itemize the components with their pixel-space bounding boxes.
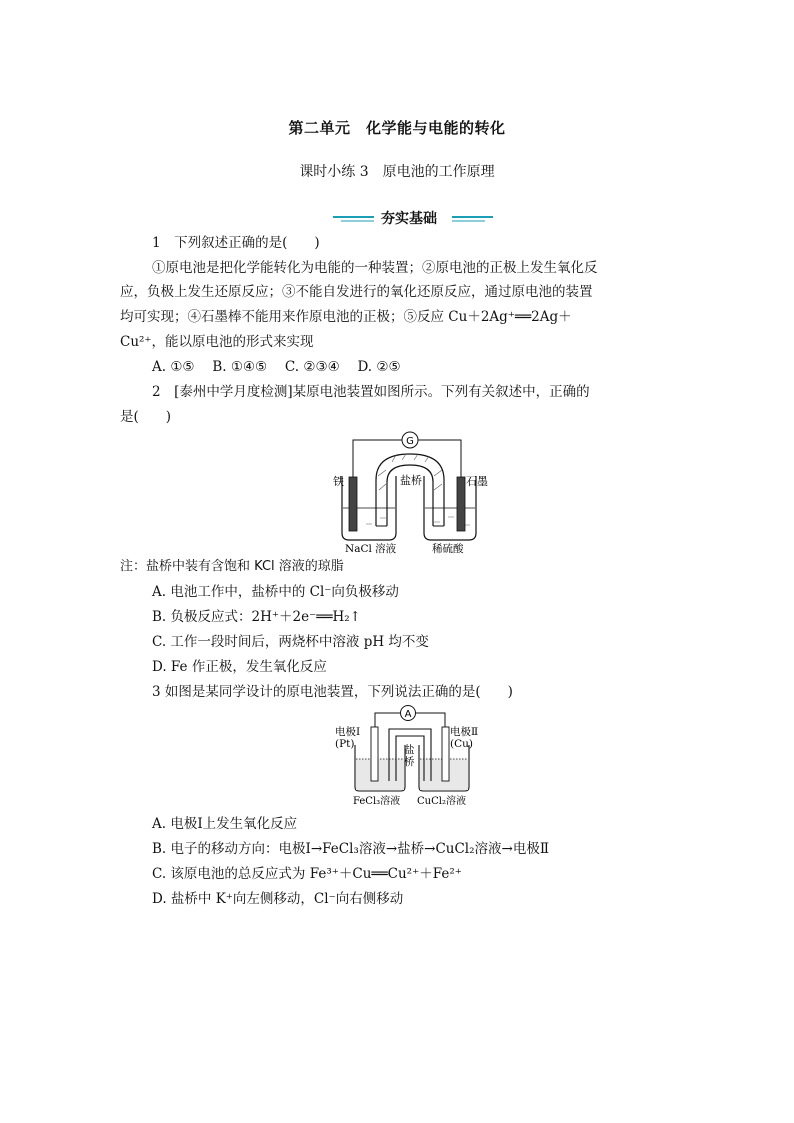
page-subtitle: 课时小练 3 原电池的工作原理: [299, 164, 495, 180]
q2-note: 注：盐桥中装有含饱和 KCl 溶液的琼脂: [120, 559, 344, 574]
nacl-solution-label: NaCl 溶液: [345, 543, 397, 555]
electrode-1-material: (Pt): [335, 738, 355, 750]
section-header: [0, 208, 794, 230]
q3-stem: 3 如图是某同学设计的原电池装置，下列说法正确的是( ): [152, 684, 513, 700]
q3-option-a: A. 电极Ⅰ上发生氧化反应: [152, 816, 298, 832]
q3-option-c: C. 该原电池的总反应式为 Fe³⁺＋Cu══Cu²⁺＋Fe²⁺: [152, 866, 462, 882]
q1-line4: Cu²⁺，能以原电池的形式来实现: [120, 334, 314, 350]
graphite-electrode-label: 石墨: [466, 475, 488, 488]
q3-cell-diagram: [333, 705, 478, 810]
q3-option-b: B. 电子的移动方向：电极Ⅰ→FeCl₃溶液→盐桥→CuCl₂溶液→电极Ⅱ: [152, 841, 550, 857]
cucl2-solution-label: CuCl₂溶液: [417, 796, 466, 807]
q3-option-d: D. 盐桥中 K⁺向左侧移动，Cl⁻向右侧移动: [152, 891, 404, 907]
electrode-2-label: 电极Ⅱ: [450, 726, 479, 738]
page-title: 第二单元 化学能与电能的转化: [288, 119, 506, 137]
q2-option-c: C. 工作一段时间后，两烧杯中溶液 pH 均不变: [152, 634, 429, 650]
ammeter-label: A: [404, 709, 412, 720]
q1-stem: 1 下列叙述正确的是( ): [152, 235, 320, 251]
q1-options: A. ①⑤ B. ①④⑤ C. ②③④ D. ②⑤: [152, 359, 401, 375]
q2-option-d: D. Fe 作正极，发生氧化反应: [152, 659, 327, 675]
q1-line3: 均可实现；④石墨棒不能用来作原电池的正极；⑤反应 Cu＋2Ag⁺══2Ag＋: [120, 309, 572, 325]
q2-cell-diagram: [330, 430, 488, 556]
salt-bridge-label: 盐桥: [400, 474, 422, 487]
q2-option-a: A. 电池工作中，盐桥中的 Cl⁻向负极移动: [152, 584, 399, 600]
salt-bridge-label-top: 盐: [404, 744, 415, 756]
galvanometer-label: G: [406, 436, 414, 447]
iron-electrode-label: 铁: [333, 475, 344, 488]
electrode-1-label: 电极Ⅰ: [335, 726, 361, 738]
section-title: 夯实基础: [381, 211, 437, 227]
q2-stem-line2: 是( ): [120, 409, 172, 425]
fecl3-solution-label: FeCl₃溶液: [353, 796, 401, 807]
electrode-2-material: (Cu): [450, 738, 473, 750]
q1-line2: 应，负极上发生还原反应；③不能自发进行的氧化还原反应，通过原电池的装置: [120, 284, 593, 300]
q2-stem-line1: 2 [泰州中学月度检测]某原电池装置如图所示。下列有关叙述中，正确的: [152, 384, 590, 400]
q1-line1: ①原电池是把化学能转化为电能的一种装置；②原电池的正极上发生氧化反: [152, 260, 598, 276]
q2-option-b: B. 负极反应式：2H⁺＋2e⁻══H₂↑: [152, 609, 361, 625]
dilute-sulfuric-acid-label: 稀硫酸: [432, 543, 464, 555]
salt-bridge-label-bottom: 桥: [404, 756, 415, 768]
